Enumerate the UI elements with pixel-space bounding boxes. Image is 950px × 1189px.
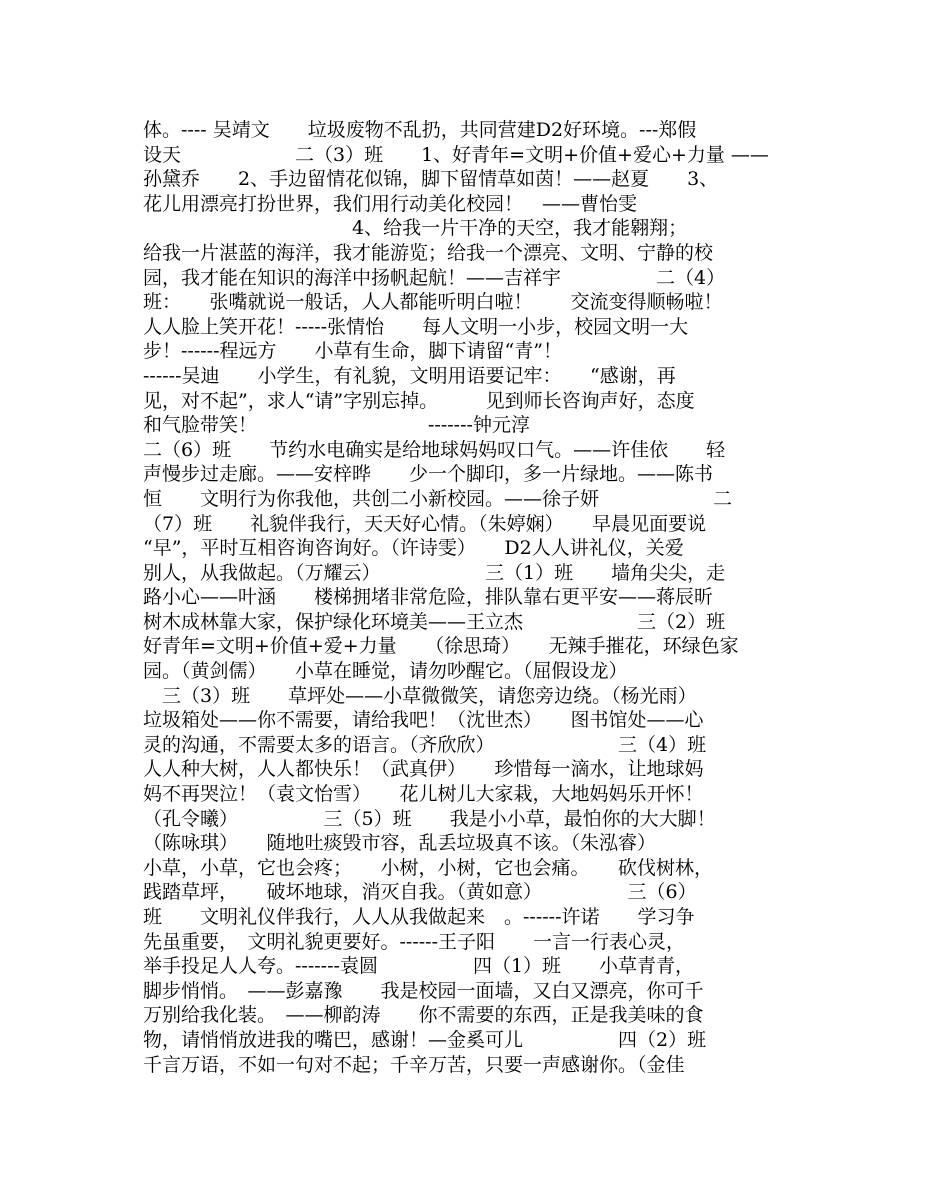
text-line-37: 万别给我化装。 ——柳韵涛 你不需要的东西，正是我美味的食 [143, 1004, 704, 1027]
text-line-19: 别人，从我做起。（万耀云） 三（1）班 墙角尖尖，走 [143, 561, 726, 584]
text-line-28: 妈不再哭泣！（袁文怡雪） 花儿树儿大家栽，大地妈妈乐开怀！ [143, 783, 704, 806]
text-line-29: （孔令曦） 三（5）班 我是小小草，最怕你的大大脚！ [143, 807, 716, 830]
text-line-32: 践踏草坪， 破坏地球，消灭自我。（黄如意） 三（6） [143, 881, 697, 904]
text-line-25: 垃圾箱处——你不需要，请给我吧！（沈世杰） 图书馆处——心 [143, 709, 704, 732]
text-line-13: 和气脸带笑！ -------钟元淳 [143, 414, 530, 437]
text-line-30: （陈咏琪） 随地吐痰毁市容，乱丢垃圾真不该。（朱泓睿） [143, 832, 657, 855]
text-line-10: 步！------程远方 小草有生命，脚下请留“青”！ [143, 340, 562, 363]
text-line-9: 人人脸上笑开花！-----张情怡 每人文明一小步，校园文明一大 [143, 315, 689, 338]
text-line-11: ------吴迪 小学生，有礼貌，文明用语要记牢： “感谢，再 [143, 364, 676, 387]
text-line-7: 园，我才能在知识的海洋中扬帆起航！——吉祥宇 二（4） [143, 266, 726, 289]
text-line-20: 路小心——叶涵 楼梯拥堵非常危险，排队靠右更平安——蒋辰昕 [143, 586, 714, 609]
text-line-2: 设天 二（3）班 1、好青年=文明+价值+爱心+力量 —— [143, 143, 769, 166]
text-line-6: 给我一片湛蓝的海洋，我才能游览；给我一个漂亮、文明、宁静的校 [143, 241, 714, 264]
text-line-12: 见，对不起”，求人“请”字别忘掉。 见到师长咨询声好，态度 [143, 389, 695, 412]
text-line-22: 好青年=文明+价值+爱+力量 （徐思琦） 无辣手摧花，环绿色家 [143, 635, 739, 658]
text-line-3: 孙黛乔 2、手边留情花似锦，脚下留情草如茵！——赵夏 3、 [143, 168, 719, 191]
text-line-39: 千言万语，不如一句对不起；千辛万苦，只要一声感谢你。（金佳 [143, 1053, 685, 1076]
text-line-21: 树木成林靠大家，保护绿化环境美——王立杰 三（2）班 [143, 610, 726, 633]
text-line-34: 先虽重要， 文明礼貌更要好。------王子阳 一言一行表心灵， [143, 930, 686, 953]
text-line-4: 花儿用漂亮打扮世界，我们用行动美化校园！ ——曹怡雯 [143, 192, 638, 215]
text-line-31: 小草，小草，它也会疼； 小树，小树，它也会痛。 砍伐树林， [143, 856, 714, 879]
text-line-27: 人人种大树，人人都快乐！（武真伊） 珍惜每一滴水，让地球妈 [143, 758, 704, 781]
text-line-36: 脚步悄悄。 ——彭嘉豫 我是校园一面墙，又白又漂亮，你可千 [143, 979, 704, 1002]
text-line-8: 班： 张嘴就说一般话，人人都能听明白啦！ 交流变得顺畅啦！ [143, 291, 723, 314]
text-line-23: 园。（黄剑儒） 小草在睡觉，请勿吵醒它。（屈假设龙） [143, 660, 628, 683]
text-line-33: 班 文明礼仪伴我行，人人从我做起来 。------许诺 学习争 [143, 906, 695, 928]
text-line-14: 二（6）班 节约水电确实是给地球妈妈叹口气。——许佳依 轻 [143, 438, 726, 461]
text-line-1: 体。---- 吴靖文 垃圾废物不乱扔，共同营建D2好环境。---郑假 [143, 119, 697, 141]
text-line-26: 灵的沟通，不需要太多的语言。（齐欣欣） 三（4）班 [143, 733, 707, 756]
text-line-18: “早”，平时互相咨询咨询好。（许诗雯） D2人人讲礼仪，关爱 [143, 537, 684, 560]
text-line-15: 声慢步过走廊。——安梓晔 少一个脚印，多一片绿地。——陈书 [143, 463, 714, 486]
text-line-24: 三（3）班 草坪处——小草微微笑，请您旁边绕。（杨光雨） [143, 684, 697, 707]
text-line-16: 恒 文明行为你我他，共创二小新校园。——徐子妍 二 [143, 487, 733, 510]
body-text [143, 118, 819, 1077]
text-line-5: 4、给我一片干净的天空，我才能翱翔； [143, 217, 688, 240]
text-line-38: 物，请悄悄放进我的嘴巴，感谢！—金奚可儿 四（2）班 [143, 1028, 707, 1051]
text-line-35: 举手投足人人夸。-------袁圆 四（1）班 小草青青， [143, 955, 695, 978]
text-line-17: （7）班 礼貌伴我行，天天好心情。（朱婷娴） 早晨见面要说 [143, 512, 707, 535]
